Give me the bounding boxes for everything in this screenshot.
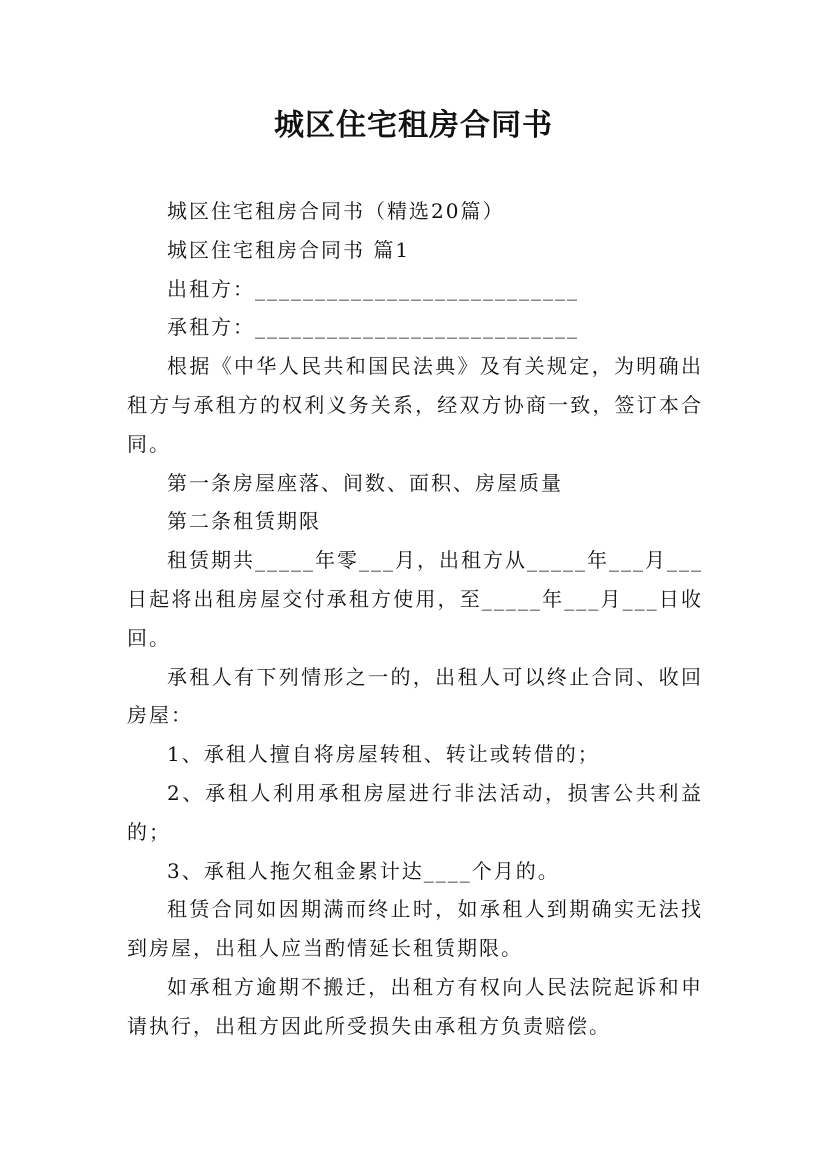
termination-paragraph: 承租人有下列情形之一的，出租人可以终止合同、收回房屋：	[127, 664, 703, 728]
section-heading: 城区住宅租房合同书 篇1	[167, 237, 411, 262]
lessee-line: 承租方：___________________________	[167, 315, 579, 340]
overdue-paragraph: 如承租方逾期不搬迁，出租方有权向人民法院起诉和申请执行，出租方因此所受损失由承租方负责赔偿。	[127, 974, 703, 1038]
lessor-line: 出租方：___________________________	[167, 276, 579, 301]
expiry-paragraph: 租赁合同如因期满而终止时，如承租人到期确实无法找到房屋，出租人应当酌情延长租赁期限。	[127, 897, 703, 961]
article-1-heading: 第一条房屋座落、间数、面积、房屋质量	[167, 470, 563, 495]
subtitle-line: 城区住宅租房合同书（精选20篇）	[167, 199, 505, 223]
condition-item-1: 1、承租人擅自将房屋转租、转让或转借的；	[167, 742, 600, 767]
preamble-paragraph: 根据《中华人民共和国民法典》及有关规定，为明确出租方与承租方的权利义务关系，经双方协商一致，签订本合同。	[127, 354, 703, 456]
article-2-heading: 第二条租赁期限	[167, 509, 321, 534]
document-title: 城区住宅租房合同书	[274, 108, 553, 143]
condition-item-2: 2、承租人利用承租房屋进行非法活动，损害公共利益的；	[127, 780, 703, 844]
lease-term-paragraph: 租赁期共_____年零___月，出租方从_____年___月___日起将出租房屋交付承租方使用，至_____年___月___日收回。	[127, 548, 703, 650]
condition-item-3: 3、承租人拖欠租金累计达____个月的。	[167, 858, 560, 883]
document-body	[127, 192, 703, 1046]
